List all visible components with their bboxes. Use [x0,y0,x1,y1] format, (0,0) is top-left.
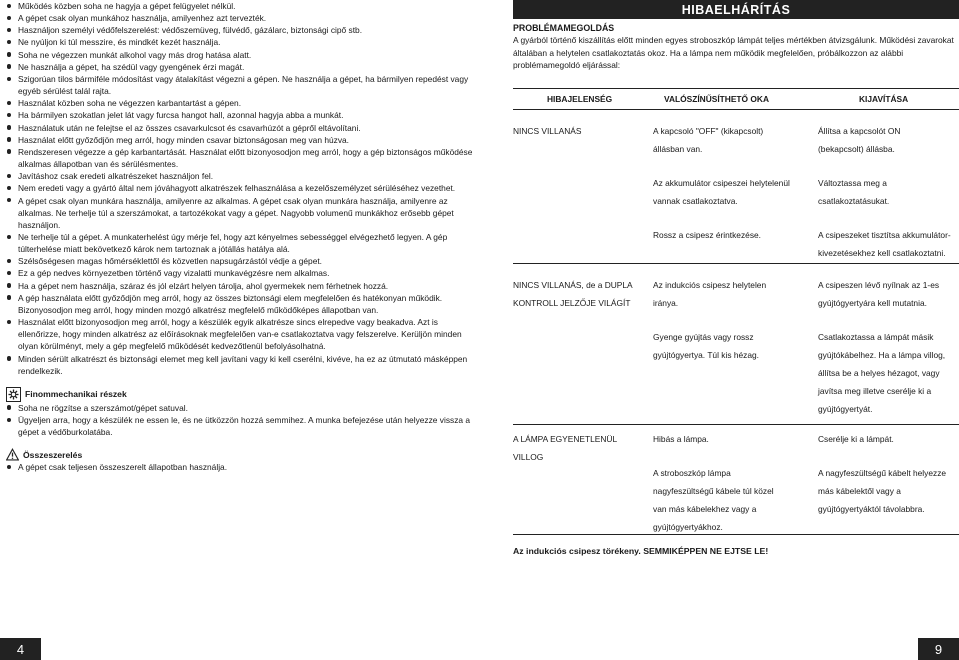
col-header-fix: KIJAVÍTÁSA [859,94,909,104]
bullet-item: Ne nyúljon ki túl messzire, és mindkét kezét használja. [6,36,476,48]
row4-fix: A csipeszen lévő nyílnak az 1-es gyújtógyertyára kell mutatnia. [818,280,940,308]
bullet-item: Használatuk után ne felejtse el az összes csavarkulcsot és csavarhúzót a gépről eltávolítani. [6,122,476,134]
row4-symptom: NINCS VILLANÁS, de a DUPLA KONTROLL JELZŐJE VILÁGÍT [513,280,633,308]
row2-fix: Változtassa meg a csatlakoztatásukat. [818,178,890,206]
left-column [6,0,476,473]
problem-title: PROBLÉMAMEGOLDÁS [513,23,615,33]
row1-symptom: NINCS VILLANÁS [513,126,582,136]
page-number-right: 9 [918,638,959,660]
row1-fix: Állítsa a kapcsolót ON (bekapcsolt) állásba. [818,126,901,154]
row5-cause: Gyenge gyújtás vagy rossz gyújtógyertya. Túl kis hézag. [653,332,759,360]
ossz-bullet-list [6,461,476,473]
row6-fix: Cserélje ki a lámpát. [818,434,894,444]
row6-cause: Hibás a lámpa. [653,434,709,444]
finom-bullet-list [6,402,476,438]
bullet-item: A gépet csak olyan munkához használja, amilyenhez azt tervezték. [6,12,476,24]
section-title-ossz: Összeszerelés [23,449,83,460]
gear-warning-icon [6,387,21,402]
row-divider [513,424,959,425]
bullet-item: Használat előtt bizonyosodjon meg arról, hogy a készülék egyik alkatrésze sincs elrepedve vagy beakadva. Azt is ellenőrizze, hogy minden alkatrész az előírásoknak megfelelően van-e csatlakoztatva vagy felszerelve. Kerüljön minden olyan körülményt, mely a gép megfelelő működését kedvezőtlenül befolyásolhatná. [6,316,476,352]
bullet-item: Rendszeresen végezze a gép karbantartását. Használat előtt bizonyosodjon meg arról, hogy a gép biztonságos működése alkalmas állapotban van és sérülésmentes. [6,146,476,170]
intro-text: A gyárból történő kiszállítás előtt minden egyes stroboszkóp lámpát teljes mértékben átvizsgálunk. Működési zavarokat általában a helytelen csatlakoztatás okoz. Ha a lámpa nem működik megfelelően, próbálkozzon az alábbi problémamegoldó eljárással: [513,35,954,70]
col-header-cause: VALÓSZÍNŰSÍTHETŐ OKA [664,94,769,104]
bullet-item: Soha ne rögzítse a szerszámot/gépet satuval. [6,402,476,414]
section-title-finom: Finommechanikai részek [25,389,127,400]
row3-fix: A csipeszeket tisztítsa akkumulátor-kivezetésekhez kell csatlakoztatni. [818,230,951,258]
row7-fix: A nagyfeszültségű kábelt helyezze más kábelektől vagy a gyújtógyertyáktól távolabbra. [818,468,947,514]
safety-bullet-list [6,0,476,377]
warning-triangle-icon [6,448,19,461]
bullet-item: Ügyeljen arra, hogy a készülék ne essen le, és ne ütközzön hozzá semmihez. A munka befejezése után helyezze vissza a gépet a védőburkolatába. [6,414,476,438]
bullet-item: Szélsőségesen magas hőmérséklettől és közvetlen napsugárzástól védje a gépet. [6,255,476,267]
row5-fix: Csatlakoztassa a lámpát másik gyújtókábelhez. Ha a lámpa villog, állítsa be a helyes hézagot, vagy javítsa meg illetve cserélje ki a gyújtógyertyát. [818,332,946,414]
row7-cause: A stroboszkóp lámpa nagyfeszültségű kábele túl közel van más kábelekhez vagy a gyújtógyertyákhoz. [653,468,774,532]
bullet-item: Javításhoz csak eredeti alkatrészeket használjon fel. [6,170,476,182]
bullet-item: Használat közben soha ne végezzen karbantartást a gépen. [6,97,476,109]
col-header-symptom: HIBAJELENSÉG [547,94,613,104]
bullet-item: Nem eredeti vagy a gyártó által nem jóváhagyott alkatrészek felhasználása a kezelőszemélyzet sérüléséhez vezethet. [6,182,476,194]
bullet-item: Ne használja a gépet, ha szédül vagy gyengének érzi magát. [6,61,476,73]
row4-cause: Az indukciós csipesz helytelen iránya. [653,280,767,308]
bullet-item: A gépet csak teljesen összeszerelt állapotban használja. [6,461,476,473]
bullet-item: A gép használata előtt győződjön meg arról, hogy az összes biztonsági elem megfelelően és hatékonyan működik. Bizonyosodjon meg arról, hogy minden mozgó alkatrész megfelelő működőképes állapotban van. [6,292,476,316]
bullet-item: Soha ne végezzen munkát alkohol vagy más drog hatása alatt. [6,49,476,61]
bullet-item: Működés közben soha ne hagyja a gépet felügyelet nélkül. [6,0,476,12]
page-number-left: 4 [0,638,41,660]
section-osszeszereles [6,448,476,461]
troubleshooting-header: HIBAELHÁRÍTÁS [513,0,959,19]
row-divider [513,263,959,264]
bullet-item: Ha bármilyen szokatlan jelet lát vagy furcsa hangot hall, azonnal hagyja abba a munkát. [6,109,476,121]
right-column [513,0,959,556]
bullet-item: Ne terhelje túl a gépet. A munkaterhelést úgy mérje fel, hogy azt kényelmes sebességgel elvégezhető legyen. A gép túlterhelése miatt bekövetkező károk nem tartoznak a jótállás hatálya alá. [6,231,476,255]
row3-cause: Rossz a csipesz érintkezése. [653,230,761,240]
bullet-item: Ha a gépet nem használja, száraz és jól elzárt helyen tárolja, ahol gyermekek nem férhetnek hozzá. [6,280,476,292]
bullet-item: Szigorúan tilos bármiféle módosítást vagy átalakítást végezni a gépen. Ne használja a gépet, ha bármilyen repedést vagy egyéb sérülést talál rajta. [6,73,476,97]
bullet-item: Használat előtt győződjön meg arról, hogy minden csavar biztonságosan meg van húzva. [6,134,476,146]
row1-cause: A kapcsoló "OFF" (kikapcsolt) állásban van. [653,126,764,154]
bullet-item: Minden sérült alkatrészt és biztonsági elemet meg kell javítani vagy ki kell cserélni, kivéve, ha ez az útmutató másképpen rendelkezik. [6,353,476,377]
bullet-item: A gépet csak olyan munkára használja, amilyenre az alkalmas. A gépet csak olyan munkára használja, amilyenre az alkalmas. Ne terhelje túl a szerszámokat, a tartozékokat vagy a gépet. Nagyobb volumenű munkákhoz erősebb gépet használjon. [6,195,476,231]
table-header [513,88,959,110]
row6-symptom: A LÁMPA EGYENETLENÜL VILLOG [513,434,617,462]
bullet-item: Ez a gép nedves környezetben történő vagy vizalatti munkavégzésre nem alkalmas. [6,267,476,279]
section-finommechanikai [6,387,476,402]
bullet-item: Használjon személyi védőfelszerelést: védőszemüveg, fülvédő, gázálarc, biztonsági cipő stb. [6,24,476,36]
footer-warning-note: Az indukciós csipesz törékeny. SEMMIKÉPPEN NE EJTSE LE! [513,546,769,556]
row2-cause: Az akkumulátor csipeszei helytelenül vannak csatlakoztatva. [653,178,790,206]
